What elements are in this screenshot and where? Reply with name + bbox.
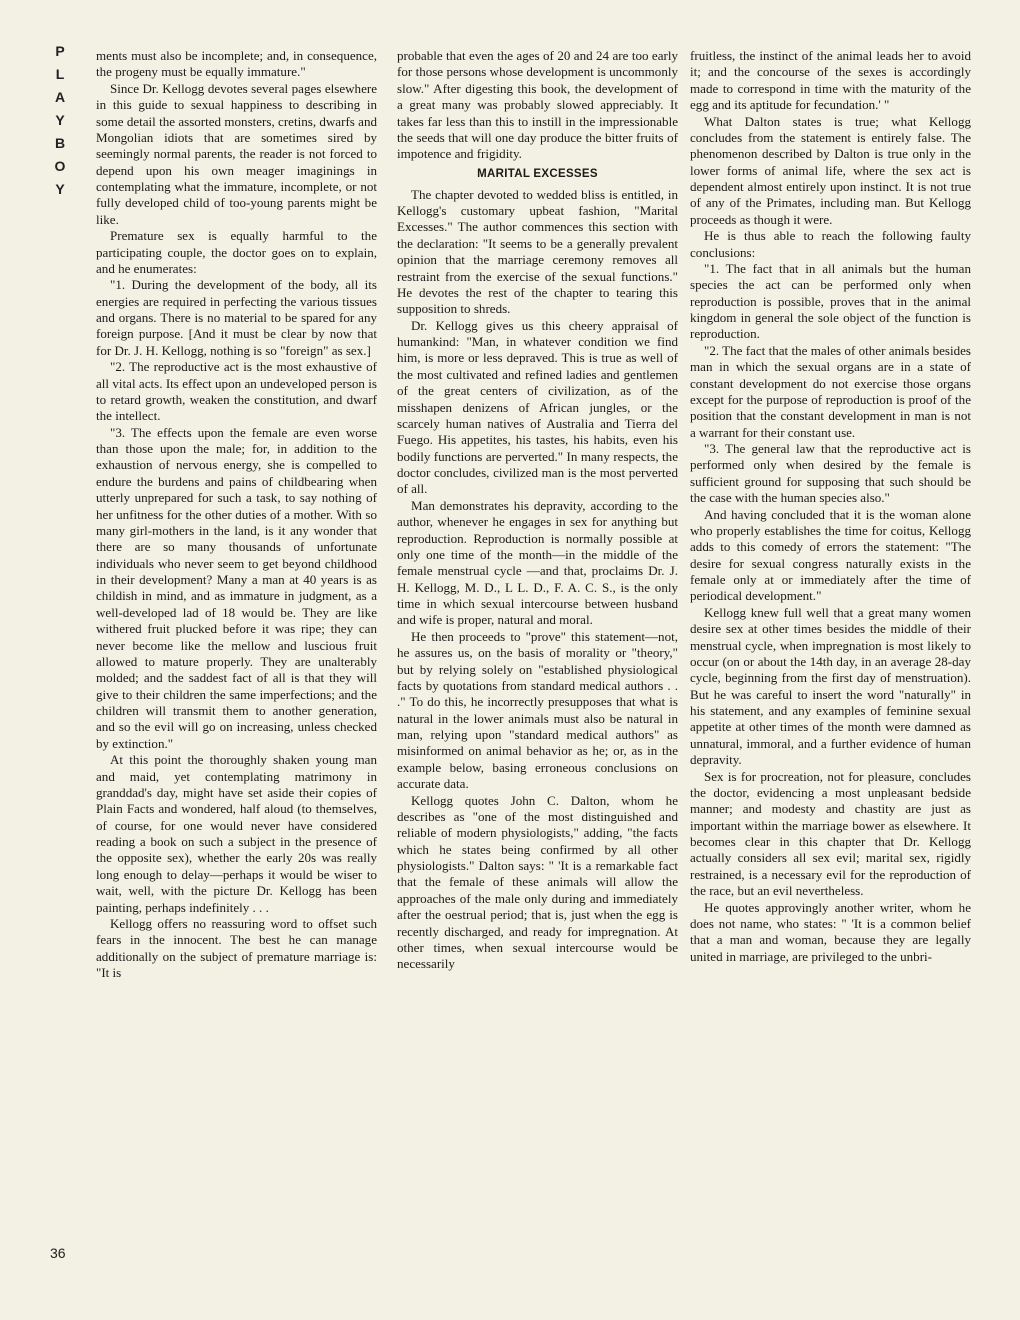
paragraph: He is thus able to reach the following faulty conclusions: bbox=[690, 228, 971, 260]
paragraph: Kellogg knew full well that a great many women desire sex at other times besides the middle of their menstrual cycle, when impregnation is most likely to occur (on or about the 14th day, in an average 28-day cycle, beginning from the first day of menstruation). But he was careful to insert the word "naturally" in his statement, and any examples of feminine sexual appetite at other times of the month were damned as unnatural, immoral, and a further evidence of human depravity. bbox=[690, 604, 971, 768]
paragraph: Kellogg offers no reassuring word to offset such fears in the innocent. The best he can manage additionally on the subject of premature marriage is: "It is bbox=[96, 915, 377, 980]
paragraph: probable that even the ages of 20 and 24 are too early for those persons whose development is uncommonly slow." After digesting this book, the development of a great many was probably slowed appreciably. It takes far less than this to instill in the impressionable the seeds that will one day produce the bitter fruits of impotence and frigidity. bbox=[397, 48, 678, 162]
paragraph: Since Dr. Kellogg devotes several pages elsewhere in this guide to sexual happiness to describing in some detail the assorted monsters, cretins, dwarfs and Mongolian idiots that are sometimes sired by seemingly normal parents, the reader is not forced to depend upon his own meager imaginings in contemplating what the immature, incomplete, or not fully developed child of too-young parents might be like. bbox=[96, 80, 377, 227]
paragraph: The chapter devoted to wedded bliss is entitled, in Kellogg's customary upbeat fashion, "Marital Excesses." The author commences this section with the declaration: "It seems to be a generally prevalent opinion that the marriage ceremony removes all restraint from the exercise of the sexual functions." He devotes the rest of the chapter to tearing this supposition to shreds. bbox=[397, 186, 678, 317]
paragraph: Dr. Kellogg gives us this cheery appraisal of humankind: "Man, in whatever condition we find him, is more or less depraved. This is true as well of the most cultivated and refined ladies and gentlemen of the great centers of civilization, as of the misshapen denizens of African jungles, or the scarcely human natives of Australia and Tierra del Fuego. His appetites, his tastes, his habits, even his bodily functions are perverted." In many respects, the doctor concludes, civilized man is the most perverted of all. bbox=[397, 317, 678, 497]
text-column-2 bbox=[397, 48, 678, 973]
paragraph: "1. During the development of the body, all its energies are required in perfecting the various tissues and organs. There is no material to be spared for any foreign purpose. [And it must be clear by now that for Dr. J. H. Kellogg, nothing is so "foreign" as sex.] bbox=[96, 277, 377, 358]
paragraph: "3. The effects upon the female are even worse than those upon the male; for, in addition to the exhaustion of nervous energy, she is compelled to endure the burdens and pains of childbearing when utterly unprepared for such a task, to say nothing of her unfitness for the other duties of a mother. With so many girl-mothers in the land, is it any wonder that there are so many thousands of unfortunate individuals who never seem to get beyond childhood in their development? Many a man at 40 years is as childish in mind, and as immature in judgment, as a well-developed lad of 18 would be. They are like withered fruit plucked before it was ripe; they can never become like the mellow and luscious fruit allowed to mature properly. They are unalterably molded; and the saddest fact of all is that they will give to their children the same imperfections; and the children will transmit them to another generation, and so the evil will go on increasing, unless checked by extinction." bbox=[96, 424, 377, 751]
paragraph: He then proceeds to "prove" this statement—not, he assures us, on the basis of morality or "theory," but by relying solely on "established physiological facts by quotations from standard medical authors . . ." To do this, he incorrectly presupposes that what is natural in the lower animals must also be natural in man, relying upon "standard medical authors" as misinformed on animal behavior as he; or, as in the example below, basing erroneous conclusions on accurate data. bbox=[397, 628, 678, 792]
paragraph: Premature sex is equally harmful to the participating couple, the doctor goes on to explain, and he enumerates: bbox=[96, 228, 377, 276]
paragraph: ments must also be incomplete; and, in consequence, the progeny must be equally immature." bbox=[96, 48, 377, 80]
paragraph: Man demonstrates his depravity, according to the author, whenever he engages in sex for anything but reproduction. Reproduction is normally possible at only one time of the month—in the middle of the female menstrual cycle —and that, proclaims Dr. J. H. Kellogg, M. D., L L. D., F. A. C. S., is the only time in which sexual intercourse between husband and wife is proper, natural and moral. bbox=[397, 497, 678, 628]
paragraph: "3. The general law that the reproductive act is performed only when desired by the female is sufficient ground for supposing that such should be the case with the human species also." bbox=[690, 441, 971, 506]
page-number: 36 bbox=[50, 1245, 66, 1261]
paragraph: He quotes approvingly another writer, whom he does not name, who states: " 'It is a common belief that a man and woman, because they are legally united in marriage, are privileged to the unbri- bbox=[690, 899, 971, 964]
magazine-name-letter: A bbox=[54, 89, 66, 105]
paragraph: Kellogg quotes John C. Dalton, whom he describes as "one of the most distinguished and reliable of modern physiologists," adding, "the facts which he states being confirmed by all other physiologists." Dalton says: " 'It is a remarkable fact that the female of these animals will allow the approaches of the male only during and immediately after the oestrual period; that is, just when the egg is recently discharged, and ready for impregnation. At other times, when sexual intercourse would be necessarily bbox=[397, 792, 678, 972]
magazine-name-letter: B bbox=[54, 135, 66, 151]
paragraph: And having concluded that it is the woman alone who properly establishes the time for coitus, Kellogg adds to this comedy of errors the statement: "The desire for sexual congress naturally exists in the female only at or immediately after the time of periodical development." bbox=[690, 506, 971, 604]
magazine-name-letter: P bbox=[55, 43, 65, 59]
magazine-name-letter: Y bbox=[55, 112, 65, 128]
magazine-name-letter: Y bbox=[55, 181, 65, 197]
paragraph: What Dalton states is true; what Kellogg concludes from the statement is entirely false. The phenomenon described by Dalton is true only in the lower forms of animal life, where the sex act is dependent almost entirely upon instinct. It is not true of any of the Primates, including man. But Kellogg proceeds as though it were. bbox=[690, 113, 971, 227]
paragraph: "2. The reproductive act is the most exhaustive of all vital acts. Its effect upon an undeveloped person is to retard growth, weaken the constitution, and dwarf the intellect. bbox=[96, 359, 377, 424]
magazine-name-letter: L bbox=[55, 66, 65, 82]
text-column-1 bbox=[96, 48, 377, 981]
magazine-name-letter: O bbox=[54, 158, 66, 174]
text-column-3 bbox=[690, 48, 971, 965]
paragraph: fruitless, the instinct of the animal leads her to avoid it; and the concourse of the sexes is accordingly made to correspond in time with the maturity of the egg and its aptitude for fecundation.' " bbox=[690, 48, 971, 113]
paragraph: Sex is for procreation, not for pleasure, concludes the doctor, evidencing a most unpleasant bedside manner; and modesty and chastity are just as important within the marriage bower as elsewhere. It becomes clear in this chapter that Dr. Kellogg actually considers all sex evil; marital sex, rigidly restrained, is a necessary evil for the reproduction of the race, but an evil nevertheless. bbox=[690, 768, 971, 899]
magazine-name-vertical bbox=[49, 40, 71, 201]
paragraph: "1. The fact that in all animals but the human species the act can be performed only when reproduction is possible, proves that in the animal kingdom in general the sole object of the function is reproduction. bbox=[690, 260, 971, 342]
paragraph: At this point the thoroughly shaken young man and maid, yet contemplating matrimony in granddad's day, might have set aside their copies of Plain Facts and wondered, half aloud (to themselves, of course, for one would never have considered reading a book on such a subject in the presence of the opposite sex), whether the early 20s was really long enough to delay—perhaps it would be wiser to wait, well, with the picture Dr. Kellogg has been painting, perhaps indefinitely . . . bbox=[96, 752, 377, 915]
paragraph: "2. The fact that the males of other animals besides man in which the sexual organs are in a state of constant development do not exercise those organs except for the purpose of reproduction is proof of the position that the constant development in man is not a warrant for their constant use. bbox=[690, 342, 971, 440]
section-heading: MARITAL EXCESSES bbox=[477, 167, 598, 180]
